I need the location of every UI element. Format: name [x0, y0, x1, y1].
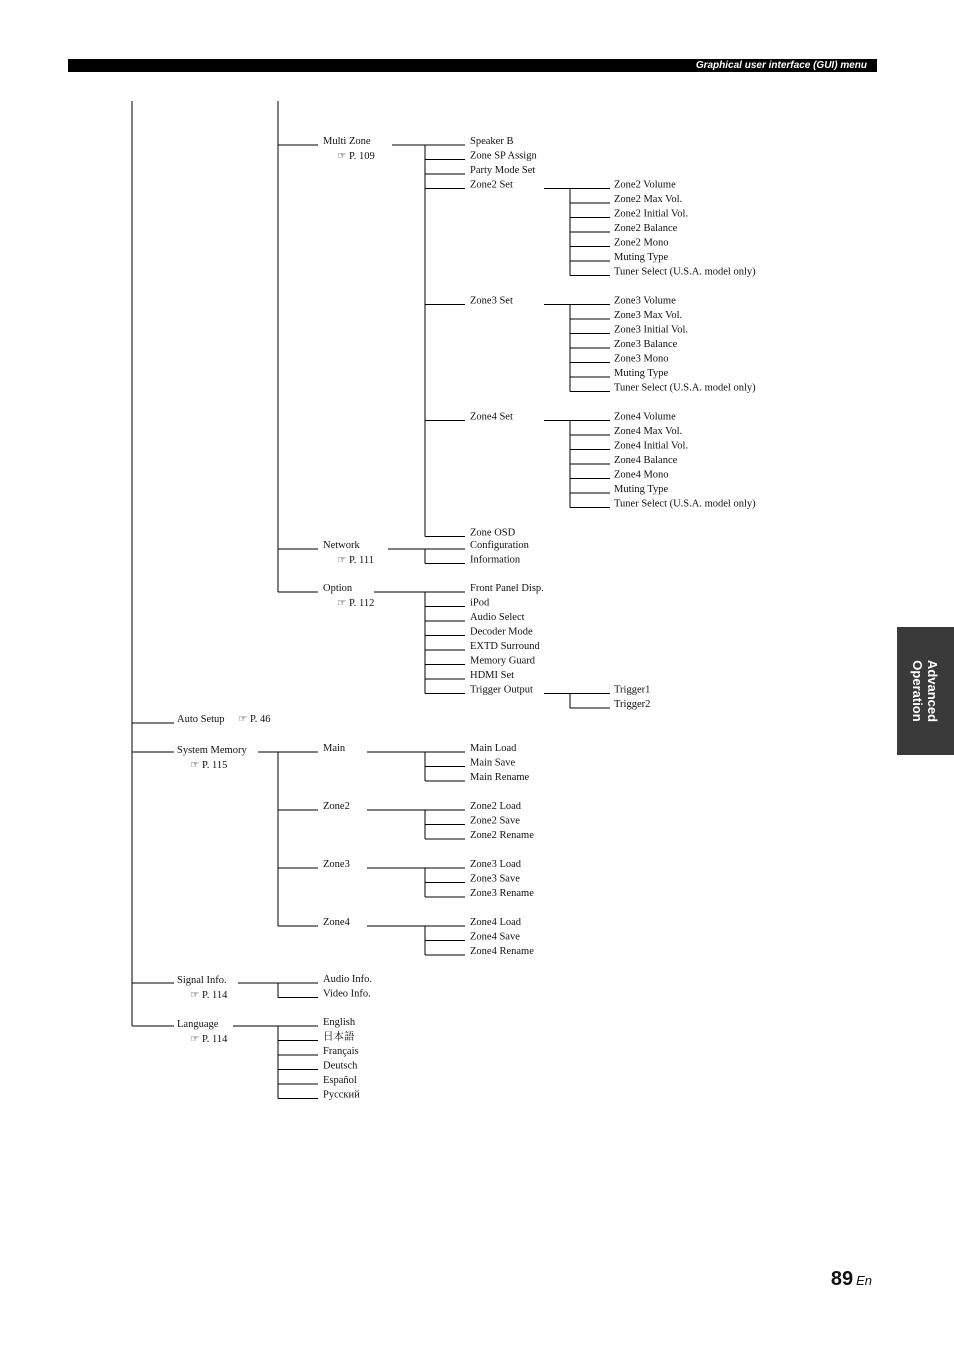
menu-item: iPod	[470, 597, 490, 609]
menu-item: Zone4	[323, 917, 350, 928]
menu-item: Zone3 Balance	[614, 339, 678, 350]
page-language: En	[856, 1273, 872, 1288]
menu-item: Main Save	[470, 757, 516, 769]
menu-item: Party Mode Set	[470, 165, 536, 176]
header-title: Graphical user interface (GUI) menu	[695, 60, 867, 71]
menu-item: Zone2	[323, 801, 350, 812]
menu-item: Front Panel Disp.	[470, 583, 544, 594]
page-reference: ☞ P. 114	[190, 990, 228, 1001]
menu-item: Zone4 Save	[470, 931, 520, 943]
menu-item: System Memory	[177, 745, 247, 756]
menu-item: Zone3 Max Vol.	[614, 310, 683, 321]
menu-item: Network	[323, 540, 360, 551]
menu-item: EXTD Surround	[470, 641, 540, 652]
menu-item: Zone2 Save	[470, 815, 520, 827]
menu-item: Zone4 Volume	[614, 411, 676, 423]
menu-item: Zone2 Initial Vol.	[614, 208, 688, 220]
menu-item: Language	[177, 1019, 219, 1030]
menu-item: Zone3 Mono	[614, 353, 669, 365]
menu-item: Zone4 Max Vol.	[614, 426, 683, 437]
menu-item: Multi Zone	[323, 136, 371, 147]
menu-item: Zone2 Max Vol.	[614, 194, 683, 205]
menu-item: Zone3 Save	[470, 873, 520, 885]
page-reference: ☞ P. 46	[238, 714, 271, 725]
menu-item: Trigger2	[614, 699, 651, 710]
page-reference: ☞ P. 114	[190, 1034, 228, 1045]
menu-item: Zone2 Mono	[614, 237, 669, 249]
menu-item: Configuration	[470, 540, 529, 551]
menu-item: Main	[323, 743, 346, 754]
menu-item: Zone SP Assign	[470, 150, 537, 162]
menu-item: Zone4 Rename	[470, 946, 534, 957]
side-tab-line2: Operation	[910, 660, 925, 722]
menu-item: Zone3 Initial Vol.	[614, 324, 688, 336]
menu-item: Zone3 Volume	[614, 295, 676, 307]
menu-item: Main Rename	[470, 772, 530, 783]
page-number	[831, 1268, 872, 1291]
menu-item: English	[323, 1017, 356, 1028]
menu-item: Zone OSD	[470, 527, 516, 539]
menu-item: Audio Info.	[323, 974, 372, 985]
side-tab-line1: Advanced	[925, 659, 940, 723]
menu-item: Trigger1	[614, 684, 651, 696]
menu-item: Tuner Select (U.S.A. model only)	[614, 498, 756, 510]
page-number-value: 89	[830, 1268, 854, 1290]
menu-item: Zone2 Balance	[614, 223, 678, 234]
menu-item: Zone2 Rename	[470, 830, 534, 841]
menu-item: Zone3 Set	[470, 295, 513, 307]
menu-item: Zone2 Set	[470, 179, 513, 191]
menu-item: Zone4 Balance	[614, 455, 678, 466]
menu-item: Muting Type	[614, 252, 669, 263]
menu-item: Auto Setup	[177, 714, 225, 725]
menu-item: Zone4 Set	[470, 411, 513, 423]
menu-item: Zone2 Volume	[614, 179, 676, 191]
menu-item: Main Load	[470, 743, 517, 754]
menu-item: Zone3 Load	[470, 859, 522, 870]
menu-item: Русский	[323, 1089, 360, 1101]
menu-item: Tuner Select (U.S.A. model only)	[614, 266, 756, 278]
page-reference: ☞ P. 112	[337, 598, 375, 609]
menu-item: Video Info.	[323, 988, 371, 1000]
menu-item: Trigger Output	[470, 684, 533, 696]
menu-item: Muting Type	[614, 368, 669, 379]
menu-item: Zone4 Initial Vol.	[614, 440, 688, 452]
menu-item: Speaker B	[470, 136, 514, 147]
menu-item: Muting Type	[614, 484, 669, 495]
menu-item: 日本語	[323, 1031, 355, 1043]
menu-item: HDMI Set	[470, 670, 515, 681]
page-reference: ☞ P. 109	[337, 151, 375, 162]
menu-item: Decoder Mode	[470, 626, 533, 638]
page-reference: ☞ P. 111	[337, 555, 374, 566]
menu-item: Option	[323, 583, 353, 594]
menu-item: Español	[323, 1075, 357, 1086]
menu-item: Signal Info.	[177, 975, 227, 986]
menu-item: Audio Select	[470, 612, 525, 623]
menu-item: Zone4 Load	[470, 917, 522, 928]
menu-item: Memory Guard	[470, 655, 536, 667]
menu-item: Zone3 Rename	[470, 888, 534, 899]
menu-item: Deutsch	[323, 1060, 358, 1072]
menu-item: Zone3	[323, 859, 350, 870]
menu-item: Zone2 Load	[470, 801, 522, 812]
menu-item: Zone4 Mono	[614, 469, 669, 481]
menu-item: Information	[470, 554, 521, 566]
menu-item: Tuner Select (U.S.A. model only)	[614, 382, 756, 394]
page-reference: ☞ P. 115	[190, 760, 228, 771]
menu-item: Français	[323, 1046, 359, 1057]
